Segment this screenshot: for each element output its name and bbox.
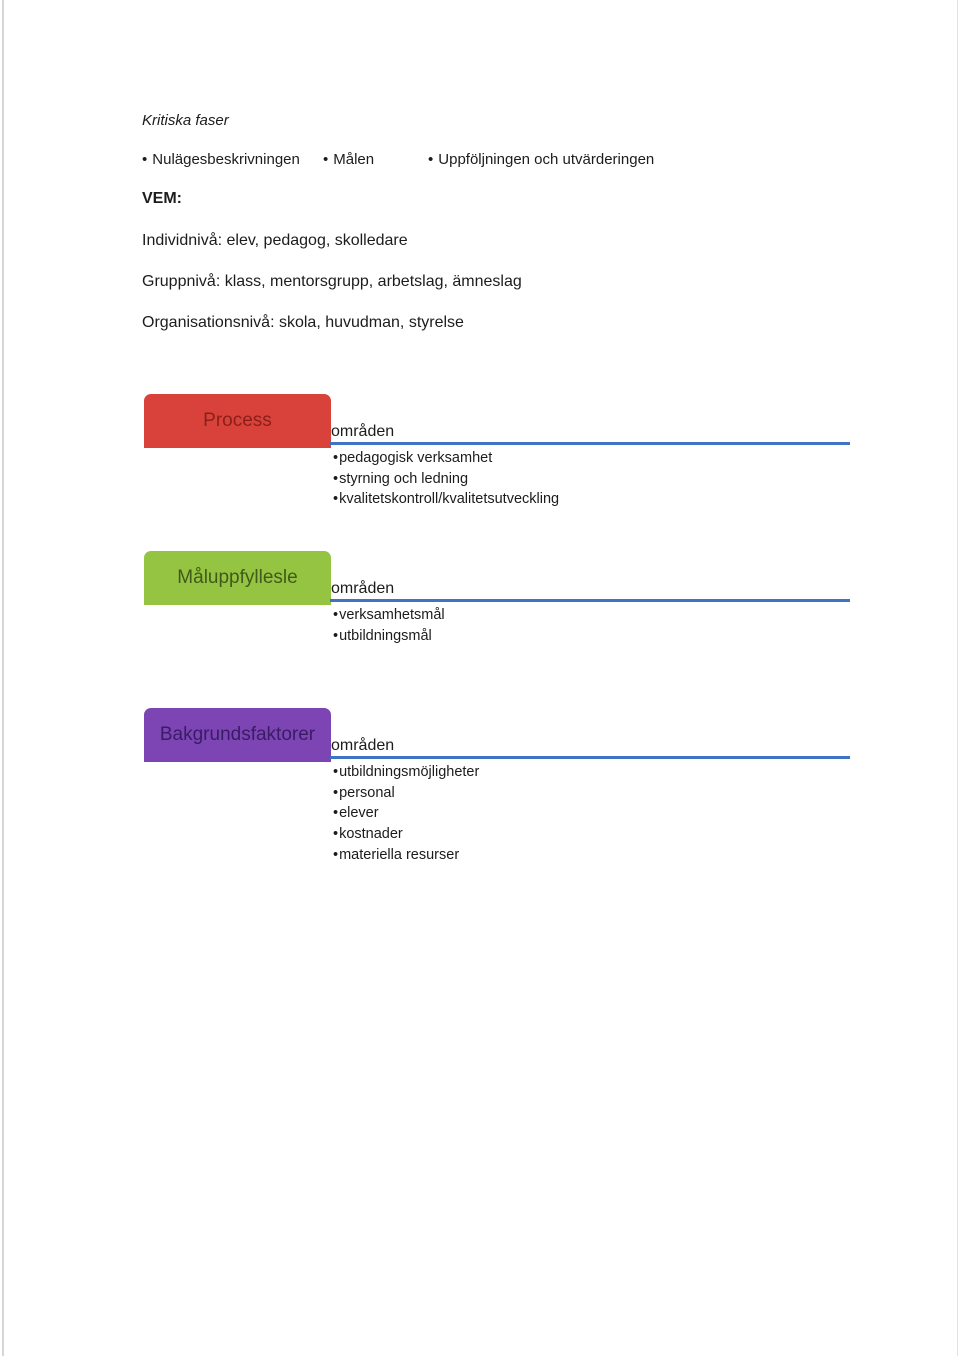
diagram-block-background-factors	[144, 708, 852, 878]
item-list	[333, 762, 479, 866]
diagram-block-goal-fulfilment	[144, 551, 852, 651]
list-item: • utbildningsmål	[333, 626, 445, 647]
list-item: • kostnader	[333, 824, 479, 845]
list-item: • personal	[333, 783, 479, 804]
list-item: • kvalitetskontroll/kvalitetsutveckling	[333, 489, 559, 510]
area-label: områden	[331, 423, 395, 440]
level-organisation: Organisationsnivå: skola, huvudman, styrelse	[142, 314, 464, 331]
item-list	[333, 605, 445, 646]
area-label: områden	[331, 737, 395, 754]
section-subtitle: Kritiska faser	[142, 112, 229, 129]
list-item: • elever	[333, 803, 479, 824]
list-item: • styrning och ledning	[333, 469, 559, 490]
divider-line	[330, 599, 850, 602]
level-group: Gruppnivå: klass, mentorsgrupp, arbetslag, ämneslag	[142, 273, 522, 290]
diagram-block-process	[144, 394, 852, 514]
list-item: • materiella resurser	[333, 845, 479, 866]
phase-item: • Nulägesbeskrivningen	[142, 151, 300, 168]
item-list	[333, 448, 559, 510]
area-label: områden	[331, 580, 395, 597]
category-tag: Process	[144, 394, 331, 448]
category-tag: Måluppfyllesle	[144, 551, 331, 605]
divider-line	[330, 756, 850, 759]
category-tag: Bakgrundsfaktorer	[144, 708, 331, 762]
list-item: • utbildningsmöjligheter	[333, 762, 479, 783]
page-right-edge	[957, 0, 958, 1356]
phase-item: • Målen	[323, 151, 374, 168]
list-item: • verksamhetsmål	[333, 605, 445, 626]
list-item: • pedagogisk verksamhet	[333, 448, 559, 469]
divider-line	[330, 442, 850, 445]
phase-item: • Uppföljningen och utvärderingen	[428, 151, 654, 168]
level-individual: Individnivå: elev, pedagog, skolledare	[142, 232, 408, 249]
page-left-edge	[2, 0, 4, 1356]
who-heading: VEM:	[142, 190, 182, 207]
